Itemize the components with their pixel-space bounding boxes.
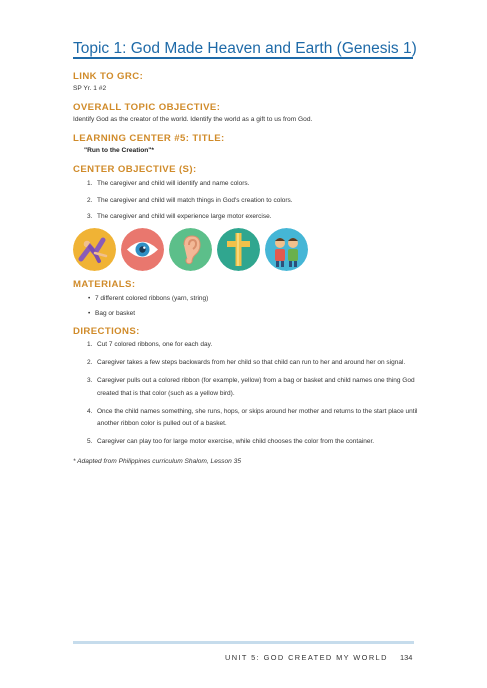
learning-center-heading: LEARNING CENTER #5: TITLE: (73, 133, 225, 144)
page-title: Topic 1: God Made Heaven and Earth (Genesis 1) (73, 40, 417, 57)
center-objective-heading: CENTER OBJECTIVE (S): (73, 164, 197, 175)
item-text: The caregiver and child will match things in God's creation to colors. (97, 196, 293, 204)
directions-list (73, 339, 418, 454)
item-text: The caregiver and child will experience large motor exercise. (97, 213, 272, 220)
list-item (73, 436, 418, 449)
item-text: Once the child names something, she runs, hops, or skips around her mother and returns to the start place until another ribbon color is pulled out of a basket. (97, 407, 418, 427)
link-to-grc-text: SP Yr. 1 #2 (73, 85, 107, 92)
item-text: Caregiver takes a few steps backwards from her child so that child can run to her and around her on signal. (97, 359, 406, 366)
materials-heading: MATERIALS: (73, 279, 136, 290)
item-text: 7 different colored ribbons (yarn, string) (95, 295, 209, 302)
item-text: Bag or basket (95, 310, 136, 317)
list-item (73, 375, 418, 400)
list-item (73, 406, 418, 431)
item-text: The caregiver and child will identify and name colors. (97, 180, 250, 187)
learning-center-title: "Run to the Creation"* (84, 147, 154, 154)
item-number: 1. (87, 180, 93, 187)
overall-objective-heading: OVERALL TOPIC OBJECTIVE: (73, 102, 221, 113)
list-item (73, 310, 208, 317)
footer-rule (73, 641, 414, 644)
list-item (73, 295, 208, 302)
footer-unit-title: UNIT 5: GOD CREATED MY WORLD (225, 653, 388, 662)
cross-icon (217, 228, 260, 271)
item-number: 1. (87, 341, 93, 348)
list-item (73, 180, 418, 187)
item-number: 3. (87, 377, 93, 384)
list-item (73, 339, 418, 352)
item-number: 2. (87, 359, 93, 366)
bullet: • (88, 295, 91, 302)
list-item (73, 357, 418, 370)
ear-icon (169, 228, 212, 271)
item-number: 5. (87, 438, 93, 445)
item-number: 4. (87, 407, 93, 415)
bullet: • (88, 310, 91, 317)
list-item (73, 197, 418, 204)
directions-heading: DIRECTIONS: (73, 326, 140, 337)
children-icon (265, 228, 308, 271)
item-text: Caregiver can play too for large motor exercise, while child chooses the color from the container. (97, 438, 375, 445)
materials-list (73, 295, 208, 325)
item-number: 2. (87, 196, 93, 204)
eye-icon (121, 228, 164, 271)
activity-icons (73, 228, 308, 271)
item-text: Caregiver pulls out a colored ribbon (for example, yellow) from a bag or basket and child names one thing God created that is that color (such as a yellow bird). (97, 377, 415, 397)
link-to-grc-heading: LINK TO GRC: (73, 71, 144, 82)
page-number: 134 (400, 653, 413, 662)
footnote: * Adapted from Philippines curriculum Shalom, Lesson 35 (73, 458, 241, 465)
overall-objective-text: Identify God as the creator of the world. Identify the world as a gift to us from God. (73, 116, 313, 123)
motor-exercise-icon (73, 228, 116, 271)
center-objective-list (73, 180, 418, 230)
title-rule (73, 57, 413, 59)
list-item (73, 213, 418, 220)
item-number: 3. (87, 213, 93, 220)
item-text: Cut 7 colored ribbons, one for each day. (97, 341, 213, 348)
